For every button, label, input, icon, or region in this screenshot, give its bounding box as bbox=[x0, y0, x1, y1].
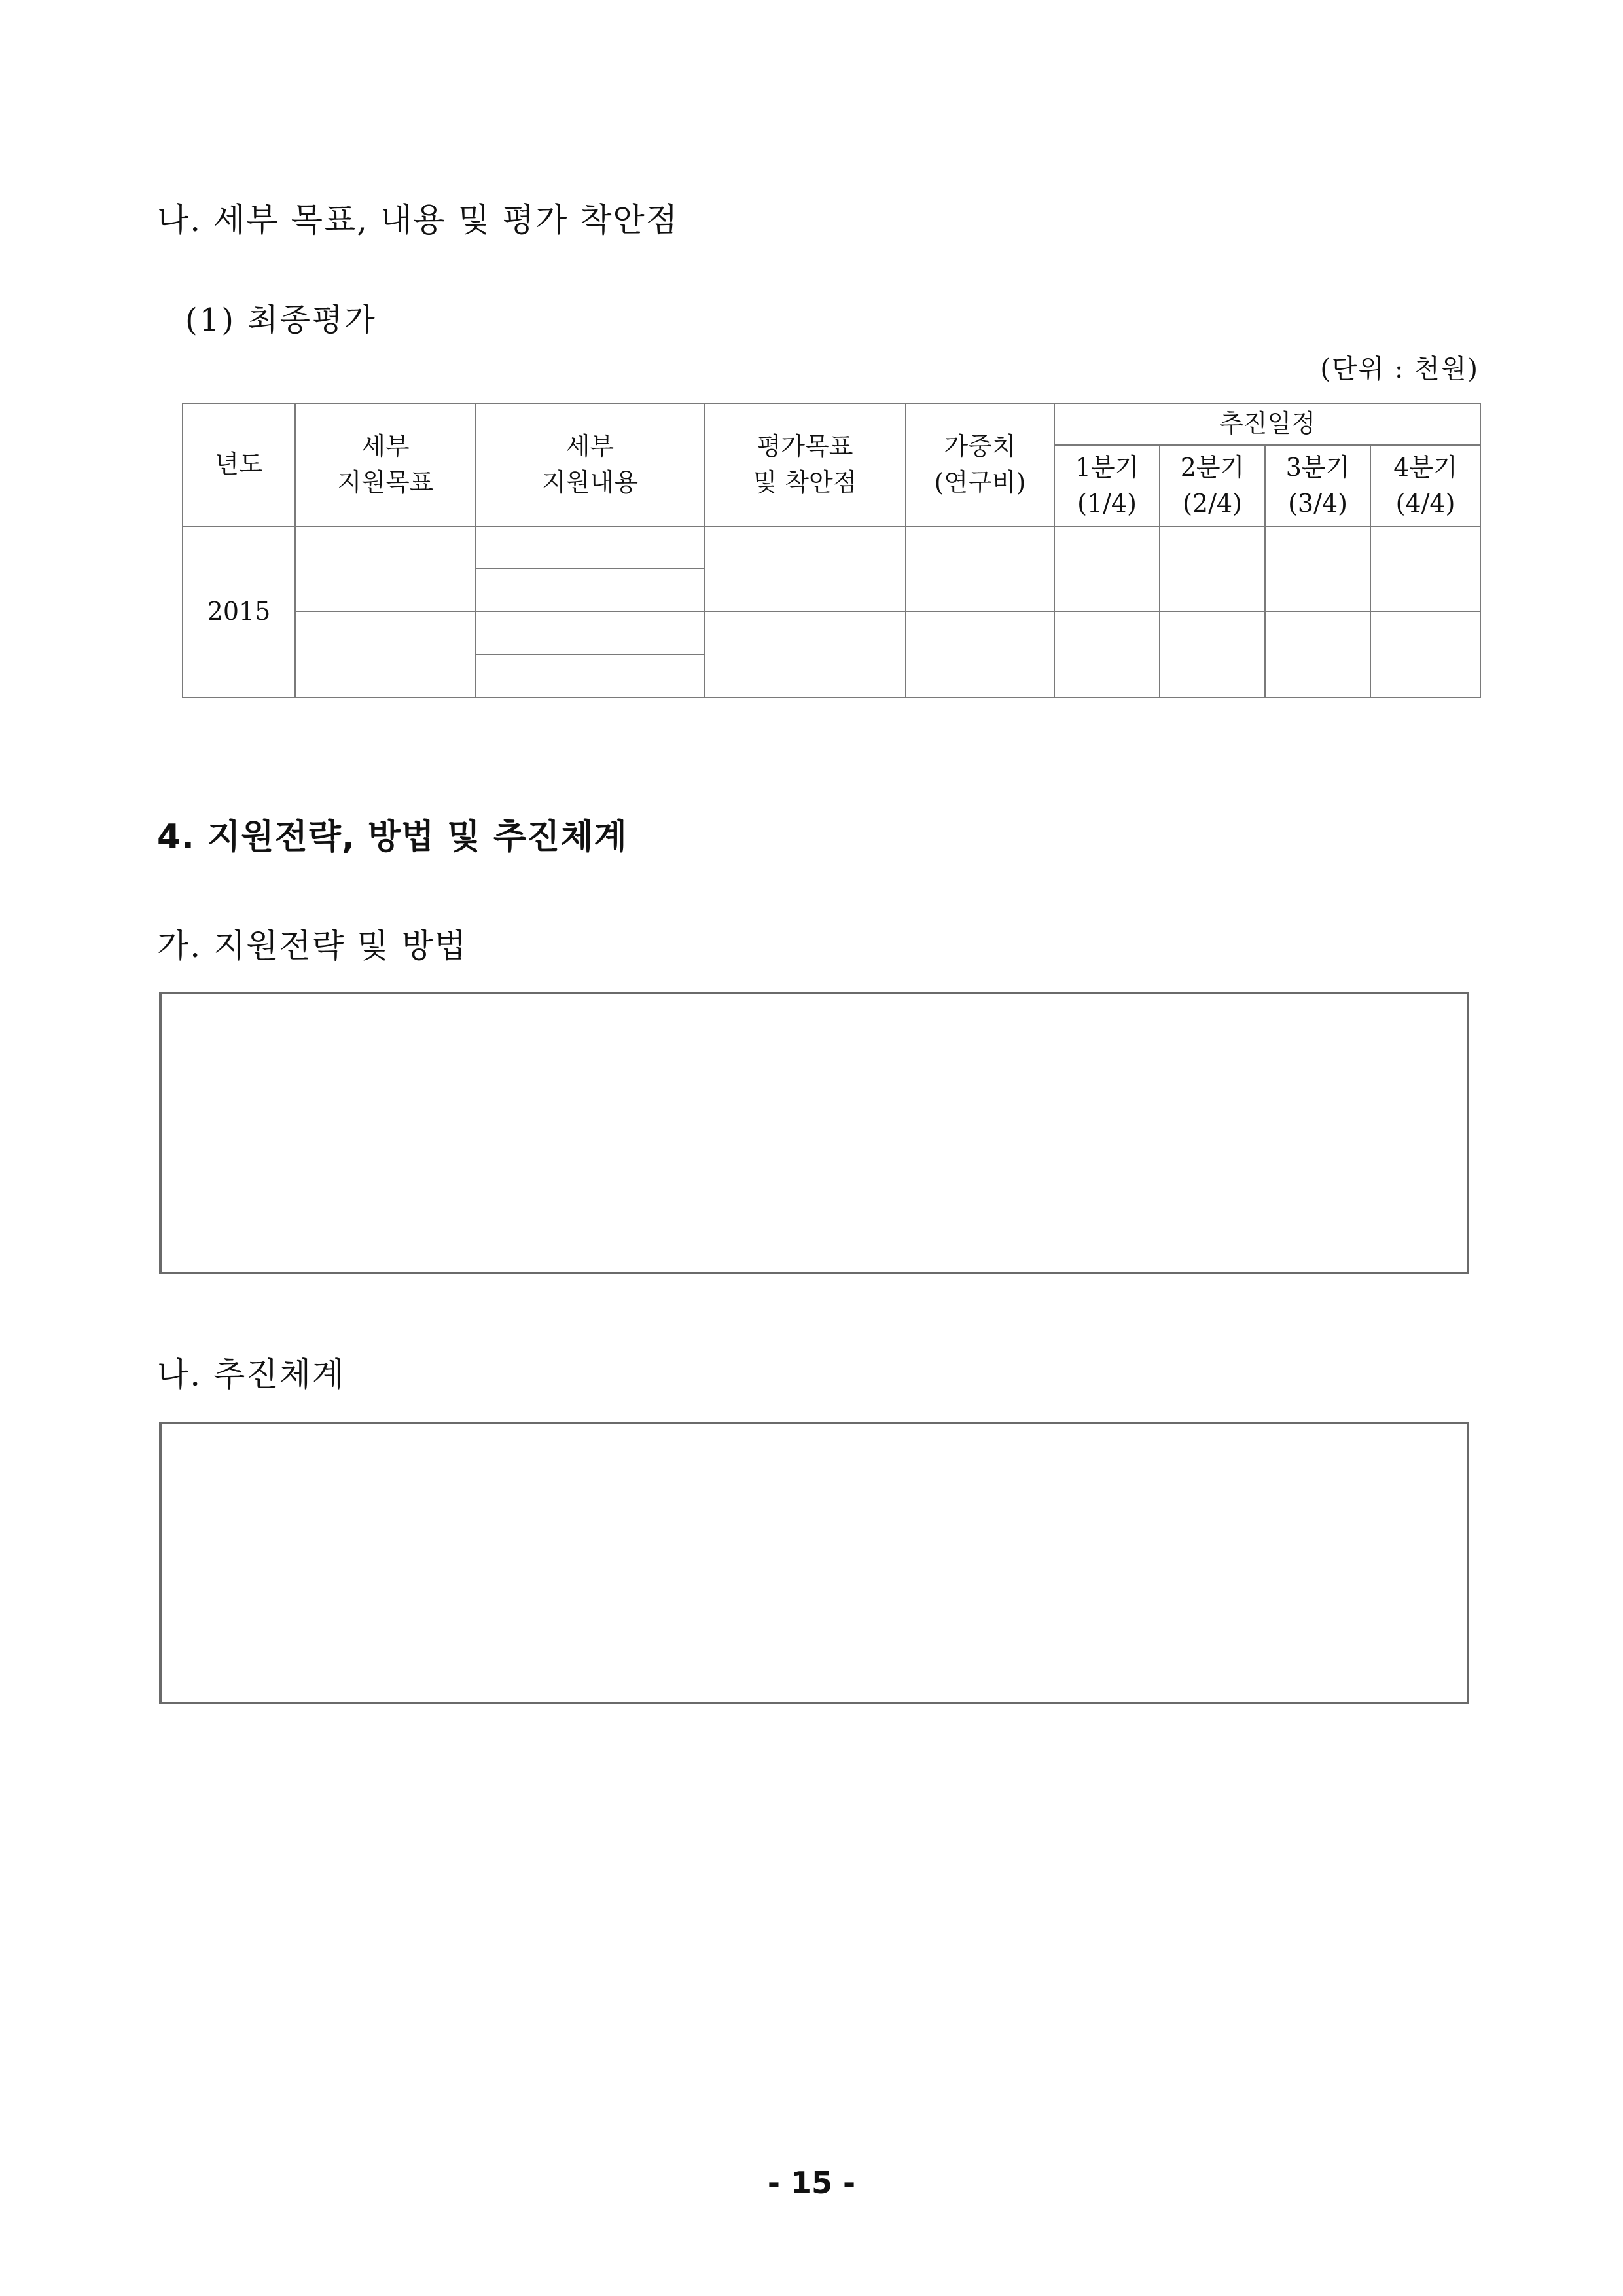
quarter-4-name: 4분기 bbox=[1393, 452, 1457, 482]
q2-cell-2[interactable] bbox=[1160, 611, 1265, 698]
weight-cell-2[interactable] bbox=[906, 611, 1054, 698]
content-cell-3[interactable] bbox=[476, 611, 704, 655]
page-number: - 15 - bbox=[767, 2165, 856, 2200]
header-weight-line1: 가중치 bbox=[944, 431, 1016, 461]
header-detail-content-line2: 지원내용 bbox=[542, 468, 638, 497]
quarter-2-frac: (2/4) bbox=[1183, 489, 1242, 518]
subsection-b-heading: 나. 추진체계 bbox=[157, 1355, 346, 1393]
section-heading: 4. 지원전략, 방법 및 추진체계 bbox=[157, 817, 628, 857]
content-cell-2[interactable] bbox=[476, 569, 704, 611]
goal-cell-2[interactable] bbox=[295, 611, 476, 698]
q4-cell-1[interactable] bbox=[1370, 526, 1480, 611]
quarter-3-frac: (3/4) bbox=[1288, 489, 1347, 518]
header-quarter-3 bbox=[1265, 445, 1370, 526]
year-cell: 2015 bbox=[183, 526, 295, 698]
weight-cell-1[interactable] bbox=[906, 526, 1054, 611]
section-subheading: 나. 세부 목표, 내용 및 평가 착안점 bbox=[157, 201, 679, 239]
content-cell-1[interactable] bbox=[476, 526, 704, 569]
header-detail-goal-line1: 세부 bbox=[361, 431, 410, 461]
header-detail-content bbox=[476, 403, 704, 526]
eval-cell-1[interactable] bbox=[704, 526, 906, 611]
quarter-1-name: 1분기 bbox=[1075, 452, 1139, 482]
quarter-2-name: 2분기 bbox=[1180, 452, 1245, 482]
subsection-a-heading: 가. 지원전략 및 방법 bbox=[157, 927, 467, 965]
goal-cell-1[interactable] bbox=[295, 526, 476, 611]
quarter-1-frac: (1/4) bbox=[1077, 489, 1137, 518]
q3-cell-2[interactable] bbox=[1265, 611, 1370, 698]
unit-note: (단위 : 천원) bbox=[1320, 354, 1479, 384]
item-heading: (1) 최종평가 bbox=[185, 302, 377, 338]
header-weight bbox=[906, 403, 1054, 526]
quarter-3-name: 3분기 bbox=[1285, 452, 1350, 482]
header-eval-target-line2: 및 착안점 bbox=[753, 468, 857, 497]
header-detail-content-line1: 세부 bbox=[565, 431, 615, 461]
q1-cell-1[interactable] bbox=[1054, 526, 1160, 611]
q1-cell-2[interactable] bbox=[1054, 611, 1160, 698]
header-eval-target bbox=[704, 403, 906, 526]
header-weight-line2: (연구비) bbox=[934, 468, 1026, 497]
header-year: 년도 bbox=[183, 403, 295, 526]
content-cell-4[interactable] bbox=[476, 655, 704, 698]
system-text-box[interactable] bbox=[159, 1422, 1469, 1704]
q2-cell-1[interactable] bbox=[1160, 526, 1265, 611]
q3-cell-1[interactable] bbox=[1265, 526, 1370, 611]
quarter-4-frac: (4/4) bbox=[1395, 489, 1455, 518]
strategy-text-box[interactable] bbox=[159, 992, 1469, 1274]
header-quarter-2 bbox=[1160, 445, 1265, 526]
header-eval-target-line1: 평가목표 bbox=[757, 431, 853, 461]
header-schedule: 추진일정 bbox=[1054, 403, 1480, 445]
eval-cell-2[interactable] bbox=[704, 611, 906, 698]
header-quarter-1 bbox=[1054, 445, 1160, 526]
header-detail-goal-line2: 지원목표 bbox=[337, 468, 434, 497]
evaluation-table bbox=[182, 403, 1481, 698]
header-detail-goal bbox=[295, 403, 476, 526]
header-quarter-4 bbox=[1370, 445, 1480, 526]
q4-cell-2[interactable] bbox=[1370, 611, 1480, 698]
